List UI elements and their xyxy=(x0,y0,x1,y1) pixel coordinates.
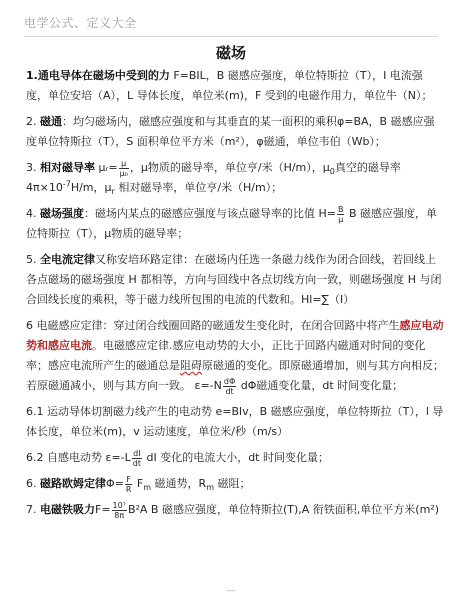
item-number: 6. xyxy=(26,477,40,490)
item-number: 6.1 xyxy=(26,405,47,418)
fraction xyxy=(223,377,236,396)
fraction-denominator: 8π xyxy=(114,510,125,520)
item-induction-law xyxy=(26,316,444,396)
item-relative-permeability xyxy=(26,158,444,198)
item-text: dI 变化的电流大小，dt 时间变化量； xyxy=(142,451,329,464)
item-text: F xyxy=(133,477,144,490)
emphasis-text: 阻碍 xyxy=(180,359,202,372)
fraction xyxy=(112,501,127,520)
item-text: dΦ磁通变化量，dt 时间变化量； xyxy=(237,379,404,392)
item-label: 磁通 xyxy=(40,115,62,128)
fraction-denominator: R xyxy=(125,484,132,494)
item-number: 4. xyxy=(26,207,40,220)
fraction xyxy=(132,449,142,468)
item-text: 磁通势，R xyxy=(151,477,207,490)
subscript: r xyxy=(111,187,115,197)
item-label: 感应电动势和感应电流 xyxy=(26,319,444,352)
item-text: 磁阻； xyxy=(214,477,251,490)
fraction xyxy=(125,475,133,494)
item-label: 磁场强度 xyxy=(40,207,84,220)
item-text: H/m，μ xyxy=(70,181,112,194)
item-label: 1.通电导体在磁场中受到的力 xyxy=(26,69,170,82)
item-text: B 磁感应强度，单位特斯拉（T），μ物质的磁导率； xyxy=(26,207,438,240)
item-number: 3. xyxy=(26,161,40,174)
formula-lhs: μᵣ= xyxy=(98,161,118,174)
item-text: 电磁感应定律：穿过闭合线圈回路的磁通发生变化时，在闭合回路中将产生 xyxy=(36,319,400,332)
item-electromagnet-force xyxy=(26,500,444,520)
fraction xyxy=(337,205,345,224)
item-text: B²A B 磁感应强度，单位特斯拉(T),A 衔铁面积,单位平方米(m²) xyxy=(127,503,439,516)
fraction-numerator: B xyxy=(337,204,344,214)
item-text: 自感电动势 ε=-L xyxy=(47,451,131,464)
item-text: 相对磁导率，单位亨/米（H/m）； xyxy=(114,181,283,194)
superscript: -7 xyxy=(62,179,71,189)
item-text: ：磁场内某点的磁感应强度与该点磁导率的比值 H= xyxy=(84,207,336,220)
item-ampere-law xyxy=(26,250,444,310)
item-label: 相对磁导率 xyxy=(40,161,95,174)
item-magnetic-ohm-law xyxy=(26,474,444,494)
item-text: 。电磁感应定律.感应电动势的大小，正比于回路内磁通对时间的变化率；感应电流所产生的磁通总是 xyxy=(26,339,426,372)
header-divider xyxy=(24,36,438,37)
item-force-on-conductor xyxy=(26,66,444,106)
formula-lhs: Φ= xyxy=(106,477,124,490)
item-text: 运动导体切割磁力线产生的电动势 e=Blv，B 磁感应强度，单位特斯拉（T），l 导体长度，单位米(m)，v 运动速度，单位米/秒（m/s） xyxy=(26,405,444,438)
document-body xyxy=(26,66,444,526)
fraction-numerator: F xyxy=(126,474,131,484)
fraction-numerator: dI xyxy=(133,448,141,458)
item-text: F=BIL，B 磁感应强度，单位特斯拉（T），I 电流强度，单位安培（A），L 导体长度，单位米(m)，F 受到的电磁作用力，单位牛（N）； xyxy=(26,69,433,102)
item-number: 2. xyxy=(26,115,40,128)
item-label: 电磁铁吸力 xyxy=(40,503,95,516)
item-text: 原磁通的变化。即原磁通增加，则与其方向相反；若原磁通减小，则与其方向一致。 ε=-N xyxy=(26,359,444,392)
item-text: ，μ物质的磁导率，单位亨/米（H/m），μ xyxy=(129,161,330,174)
item-text: ：均匀磁场内，磁感应强度和与其垂直的某一面积的乘积φ=BA，B 磁感应强度单位特斯拉（T），S 面积单位平方米（m²），φ磁通，单位韦伯（Wb）； xyxy=(26,115,435,148)
subscript: m xyxy=(143,483,152,493)
fraction xyxy=(119,159,129,178)
fraction-denominator: μ xyxy=(338,214,344,224)
item-number: 6 xyxy=(26,319,37,332)
item-motional-emf xyxy=(26,402,444,442)
subscript: m xyxy=(206,483,214,493)
item-number: 6.2 xyxy=(26,451,47,464)
fraction-numerator: μ xyxy=(119,159,129,169)
fraction-denominator: dt xyxy=(132,458,141,468)
fraction-denominator: dt xyxy=(225,386,234,396)
page-header: 电学公式、定义大全 xyxy=(24,16,137,30)
item-field-strength xyxy=(26,204,444,244)
fraction-numerator: dΦ xyxy=(223,376,236,386)
subscript: 0 xyxy=(329,167,335,177)
item-magnetic-flux xyxy=(26,112,444,152)
item-label: 全电流定律 xyxy=(40,253,95,266)
formula-lhs: F= xyxy=(95,503,111,516)
fraction-denominator: μ₀ xyxy=(119,168,128,178)
item-text: 又称安培环路定律：在磁场内任选一条磁力线作为闭合回线，若回线上各点磁场的磁场强度 H 都相等，方向与回线中各点切线方向一致，则磁场强度 H 与闭合回线长度的乘积，等于磁力线所包围的电流的代数和。Hl=∑（I） xyxy=(26,253,442,306)
item-self-induced-emf xyxy=(26,448,444,468)
item-number: 7. xyxy=(26,503,40,516)
fraction-numerator: 10⁷ xyxy=(112,500,126,510)
page-footer-mark: — xyxy=(226,586,236,596)
section-title: 磁场 xyxy=(215,44,246,62)
item-label: 磁路欧姆定律 xyxy=(40,477,106,490)
item-number: 5. xyxy=(26,253,40,266)
item-text: 真空的磁导率 4π×10 xyxy=(26,161,401,194)
